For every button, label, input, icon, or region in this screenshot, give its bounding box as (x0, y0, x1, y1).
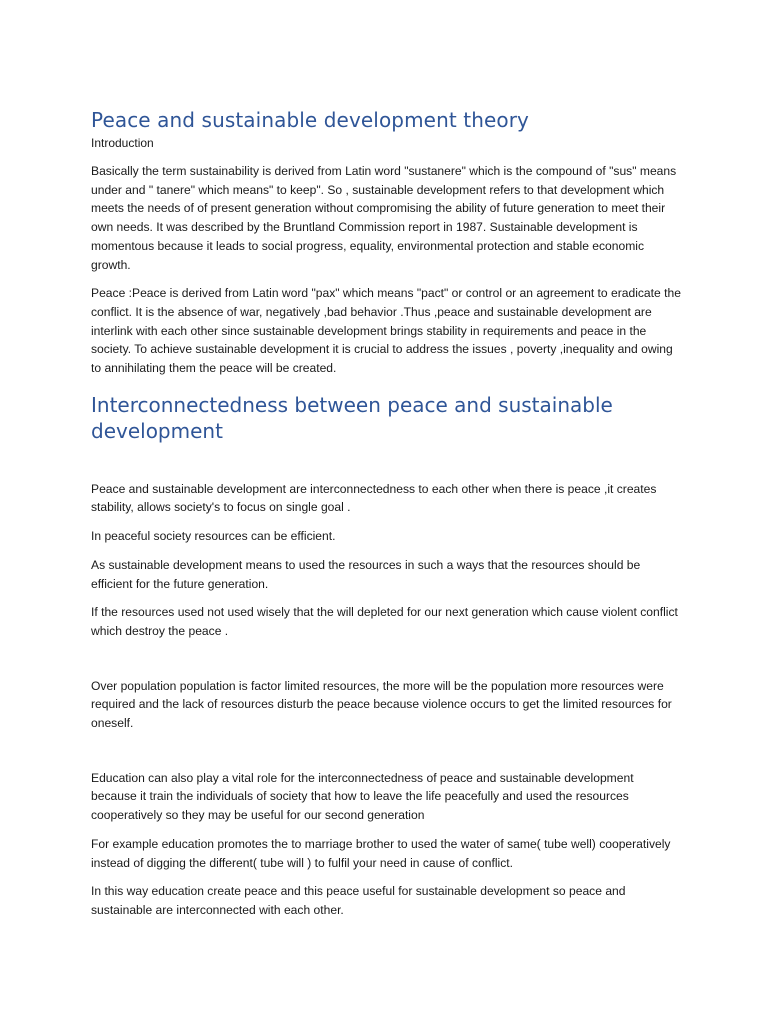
section-heading-interconnectedness: Interconnectedness between peace and sustainable development (91, 392, 613, 443)
paragraph: Peace and sustainable development are interconnectedness to each other when there is peace ,it creates stability, allows society's to focus on single goal . (91, 481, 657, 515)
paragraph: In peaceful society resources can be efficient. (91, 529, 336, 544)
paragraph-sustainability-definition: Basically the term sustainability is derived from Latin word "sustanere" which is the compound of "sus" means under and " tanere" which means" to keep". So , sustainable development refers to that development which meets the needs of of present generation without compromising the ability of future generation to meet their own needs. It was described by the Bruntland Commission report in 1987. Sustainable development is momentous because it leads to social progress, equality, environmental protection and stable economic growth. (91, 164, 677, 272)
paragraph: As sustainable development means to used the resources in such a ways that the resources should be efficient for the future generation. (91, 557, 641, 591)
paragraph: If the resources used not used wisely that the will depleted for our next generation which cause violent conflict which destroy the peace . (91, 605, 678, 638)
document-body (91, 106, 681, 930)
paragraph: Education can also play a vital role for the interconnectedness of peace and sustainable development because it train the individuals of society that how to leave the life peacefully and used the resources cooperatively so they may be useful for our second generation (91, 770, 634, 823)
paragraph: For example education promotes the to marriage brother to used the water of same( tube well) cooperatively instead of digging the different( tube will ) to fulfil your need in cause of conflict. (91, 836, 671, 870)
paragraph-peace-definition: Peace :Peace is derived from Latin word "pax" which means "pact" or control or an agreement to eradicate the conflict. It is the absence of war, negatively ,bad behavior .Thus ,peace and sustainable development are interlink with each other since sustainable development brings stability in requirements and peace in the society. To achieve sustainable development it is crucial to address the issues , poverty ,inequality and owing to annihilating them the peace will be created. (91, 286, 681, 376)
document-title: Peace and sustainable development theory (91, 108, 529, 132)
intro-label: Introduction (91, 136, 154, 150)
paragraph: In this way education create peace and this peace useful for sustainable development so peace and sustainable are interconnected with each other. (91, 884, 626, 917)
paragraph: Over population population is factor limited resources, the more will be the population more resources were required and the lack of resources disturb the peace because violence occurs to get the limited resources for oneself. (91, 678, 672, 731)
